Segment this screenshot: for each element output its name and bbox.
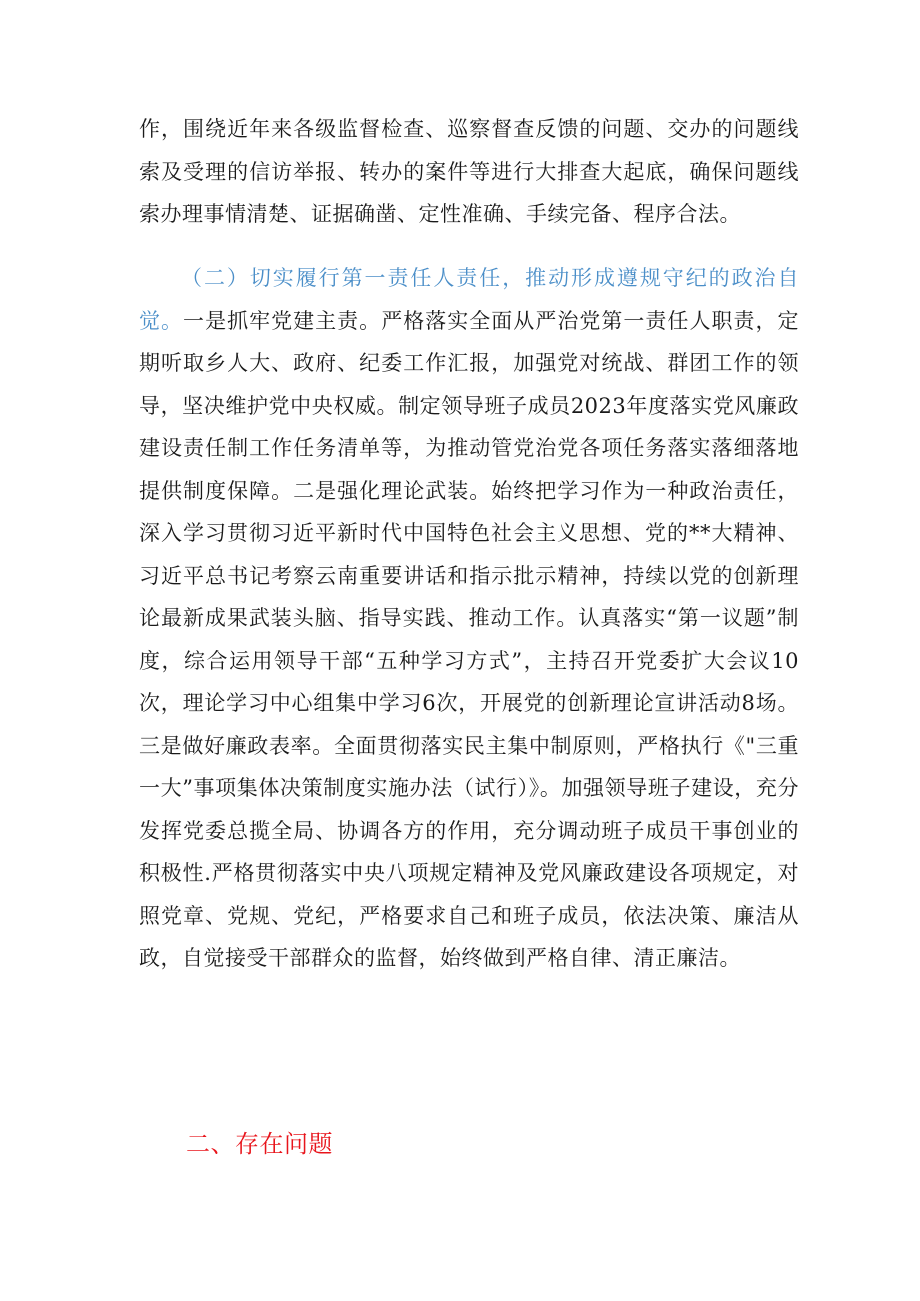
subheading-first-responsibility: （二）切实履行第一责任人责任，推动形成遵规守纪的政治自觉。 [139, 266, 799, 333]
paragraph-continuation: 作，围绕近年来各级监督检查、巡察督查反馈的问题、交办的问题线索及受理的信访举报、转办的案件等进行大排查大起底，确保问题线索办理事情清楚、证据确凿、定性准确、手续完备、程序合法。 [139, 117, 799, 226]
section-heading-existing-problems: 二、存在问题 [186, 1130, 333, 1158]
paragraph-party-responsibility [139, 257, 799, 980]
paragraph-body-text: 一是抓牢党建主责。严格落实全面从严治党第一责任人职责，定期听取乡人大、政府、纪委工作汇报，加强党对统战、群团工作的领导，坚决维护党中央权威。制定领导班子成员2023年度落实党风廉政建设责任制工作任务清单等，为推动管党治党各项任务落实落细落地提供制度保障。二是强化理论武装。始终把学习作为一种政治责任，深入学习贯彻习近平新时代中国特色社会主义思想、党的**大精神、习近平总书记考察云南重要讲话和指示批示精神，持续以党的创新理论最新成果武装头脑、指导实践、推动工作。认真落实“第一议题”制度，综合运用领导干部“五种学习方式”，主持召开党委扩大会议10次，理论学习中心组集中学习6次，开展党的创新理论宣讲活动8场。三是做好廉政表率。全面贯彻落实民主集中制原则，严格执行《"三重一大”事项集体决策制度实施办法（试行）》。加强领导班子建设，充分发挥党委总揽全局、协调各方的作用，充分调动班子成员干事创业的积极性.严格贯彻落实中央八项规定精神及党风廉政建设各项规定，对照党章、党规、党纪，严格要求自己和班子成员，依法决策、廉洁从政，自觉接受干部群众的监督，始终做到严格自律、清正廉洁。 [139, 308, 800, 970]
